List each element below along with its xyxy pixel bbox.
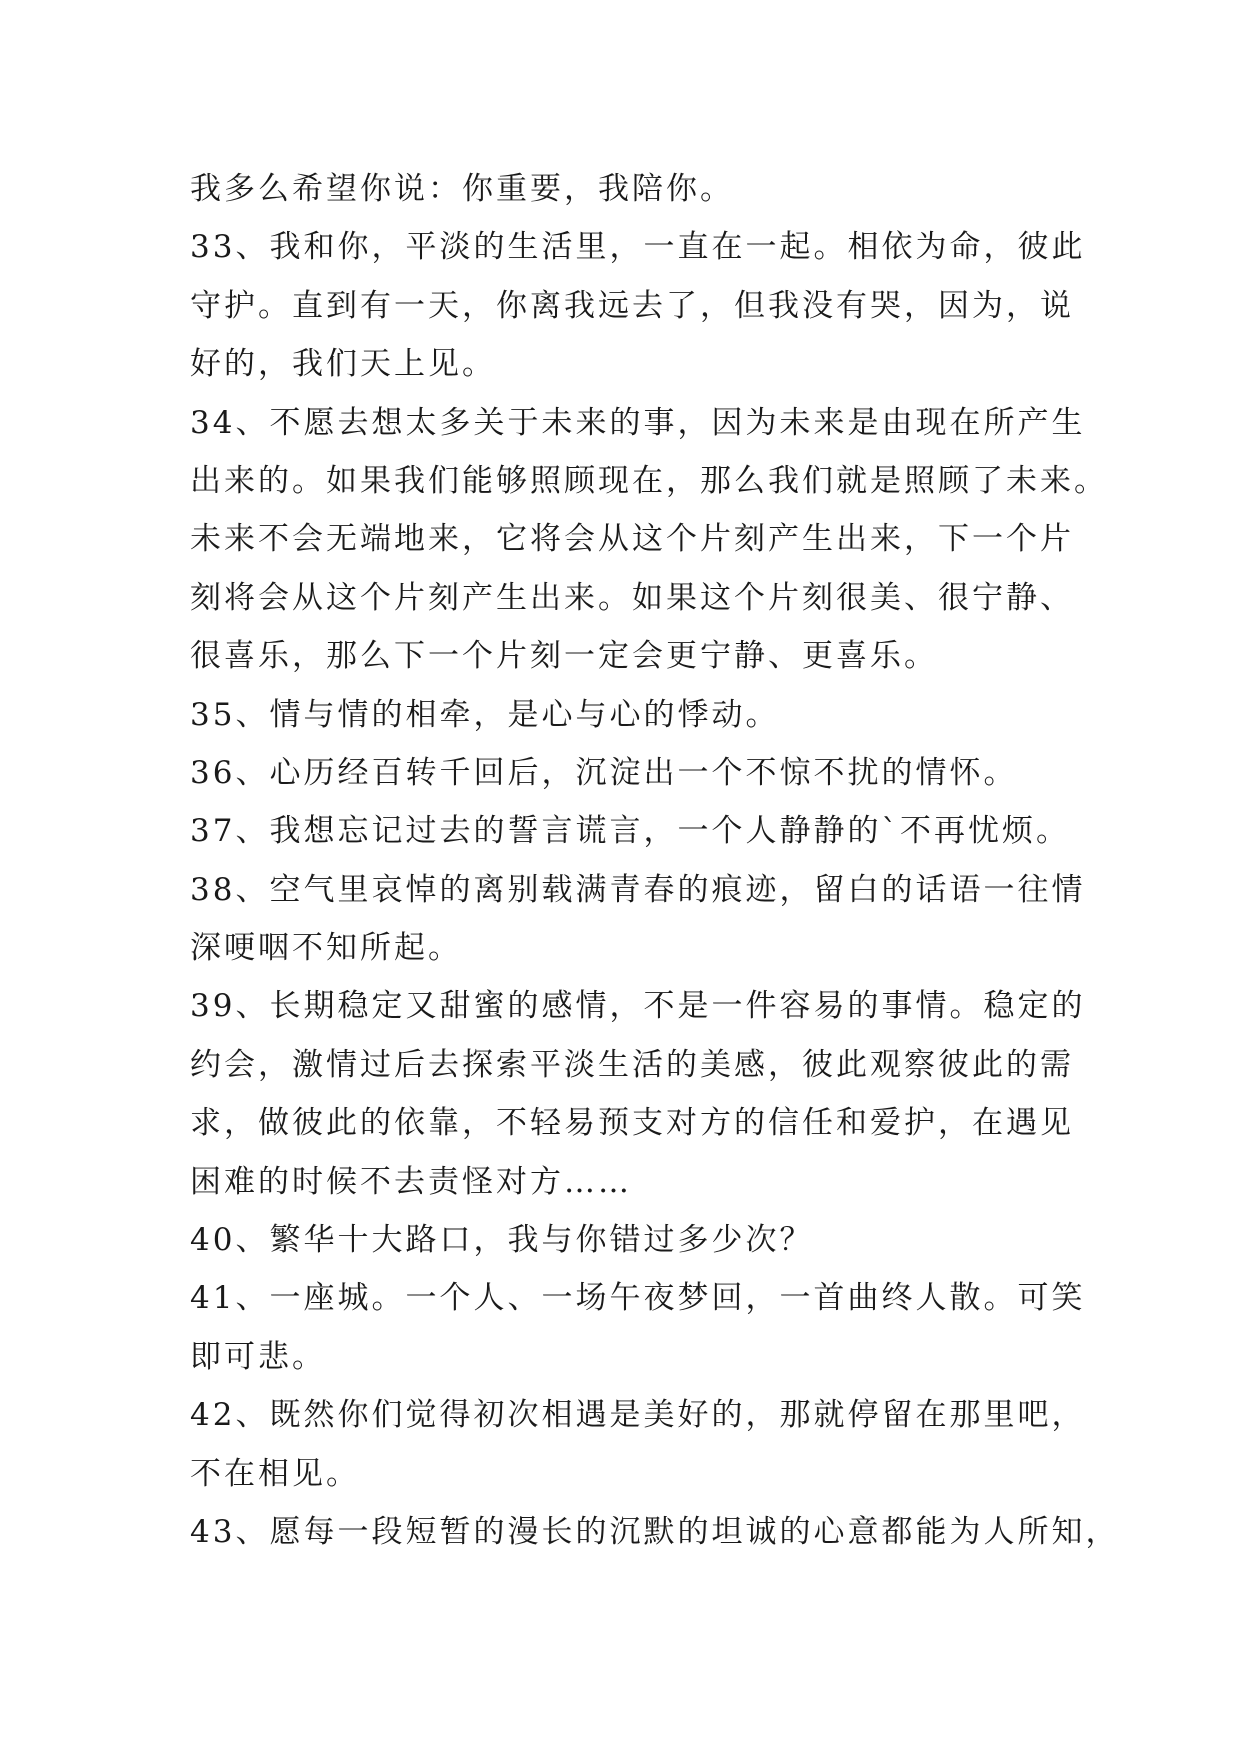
text-line: 42、既然你们觉得初次相遇是美好的，那就停留在那里吧， xyxy=(190,1397,1086,1434)
text-line: 未来不会无端地来，它将会从这个片刻产生出来，下一个片 xyxy=(190,521,1074,558)
text-line: 37、我想忘记过去的誓言谎言，一个人静静的`不再忧烦。 xyxy=(190,813,1070,850)
text-line: 33、我和你，平淡的生活里，一直在一起。相依为命，彼此 xyxy=(190,229,1086,266)
text-line: 38、空气里哀悼的离别载满青春的痕迹，留白的话语一往情 xyxy=(190,871,1086,908)
text-line: 39、长期稳定又甜蜜的感情，不是一件容易的事情。稳定的 xyxy=(190,988,1086,1025)
text-line: 很喜乐，那么下一个片刻一定会更宁静、更喜乐。 xyxy=(190,638,938,675)
body-text xyxy=(190,160,1120,1561)
text-line: 求，做彼此的依靠，不轻易预支对方的信任和爱护，在遇见 xyxy=(190,1105,1074,1142)
text-line: 36、心历经百转千回后，沉淀出一个不惊不扰的情怀。 xyxy=(190,754,1018,791)
text-line: 守护。直到有一天，你离我远去了，但我没有哭，因为，说 xyxy=(190,287,1074,324)
text-line: 我多么希望你说：你重要，我陪你。 xyxy=(190,171,734,207)
text-line: 刻将会从这个片刻产生出来。如果这个片刻很美、很宁静、 xyxy=(190,579,1074,616)
text-line: 即可悲。 xyxy=(190,1338,326,1375)
text-line: 困难的时候不去责怪对方…… xyxy=(190,1163,632,1200)
text-line: 40、繁华十大路口，我与你错过多少次？ xyxy=(190,1222,814,1259)
text-line: 43、愿每一段短暂的漫长的沉默的坦诚的心意都能为人所知， xyxy=(190,1513,1120,1550)
text-line: 41、一座城。一个人、一场午夜梦回，一首曲终人散。可笑 xyxy=(190,1280,1086,1317)
text-line: 好的，我们天上见。 xyxy=(190,346,496,383)
text-line: 约会，激情过后去探索平淡生活的美感，彼此观察彼此的需 xyxy=(190,1046,1074,1083)
text-line: 深哽咽不知所起。 xyxy=(190,930,462,967)
text-line: 出来的。如果我们能够照顾现在，那么我们就是照顾了未来。 xyxy=(190,462,1108,499)
text-line: 不在相见。 xyxy=(190,1455,360,1492)
text-line: 34、不愿去想太多关于未来的事，因为未来是由现在所产生 xyxy=(190,404,1086,441)
text-line: 35、情与情的相牵，是心与心的悸动。 xyxy=(190,696,780,733)
